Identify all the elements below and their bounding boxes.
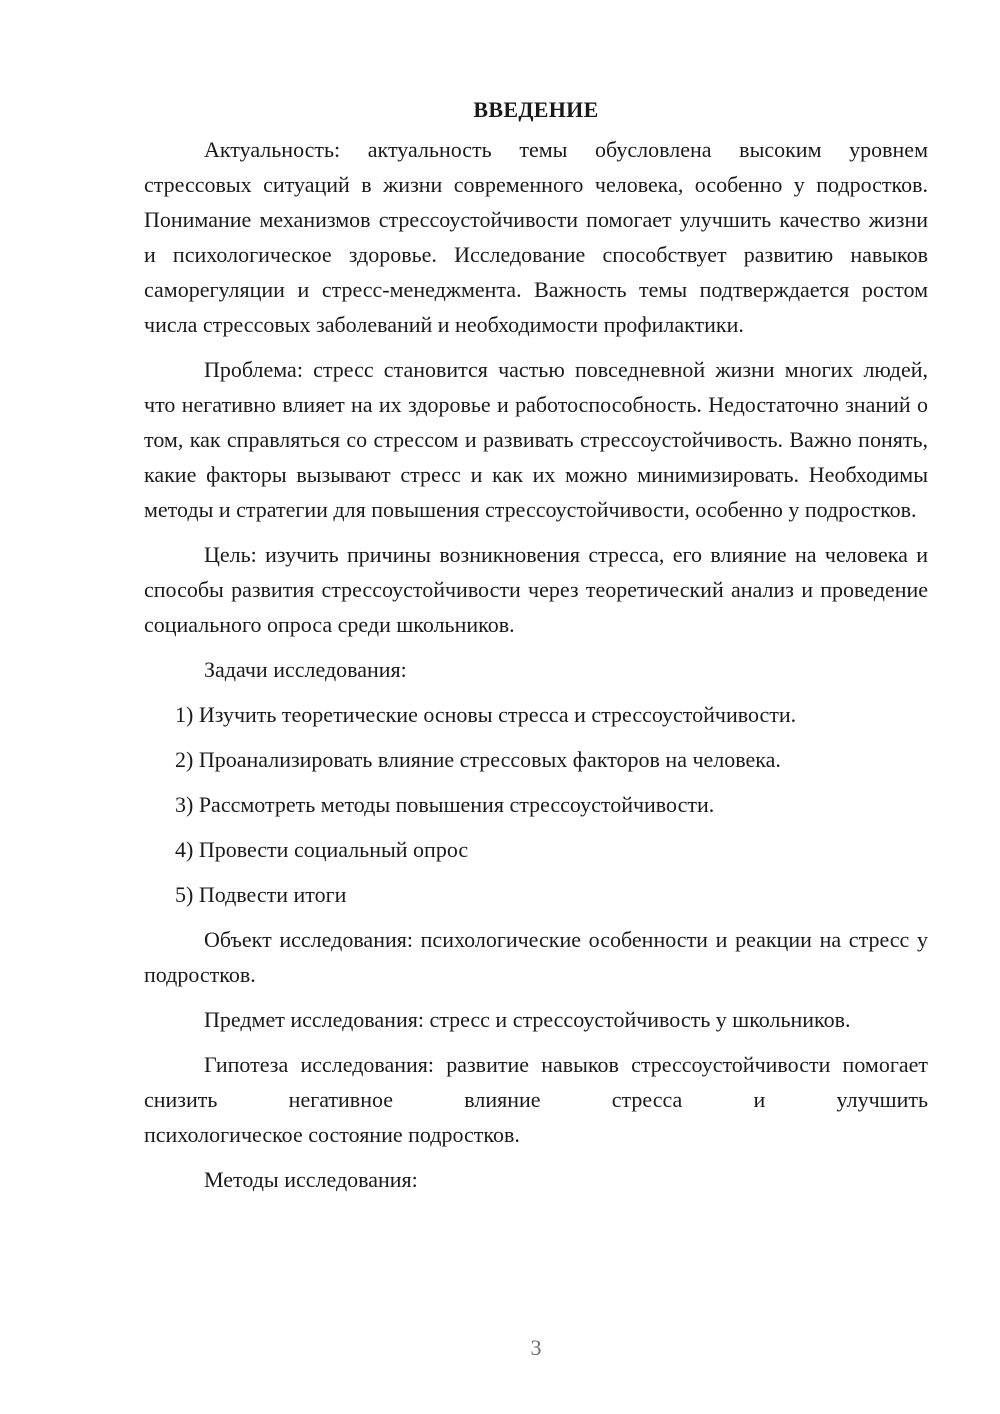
paragraph-subject: Предмет исследования: стресс и стрессоустойчивость у школьников. <box>204 1007 851 1032</box>
paragraph-object: Объект исследования: психологические особенности и реакции на стресс у подростков. <box>144 927 928 987</box>
paragraph-relevance: Актуальность: актуальность темы обусловлена высоким уровнем стрессовых ситуаций в жизни современного человека, особенно у подростков. Понимание механизмов стрессоустойчивости помогает улучшить качество жизни и психологическое здоровье. Исследование способствует развитию навыков саморегуляции и стресс-менеджмента. Важность темы подтверждается ростом числа стрессовых заболеваний и необходимости профилактики. <box>144 137 928 337</box>
section-title: ВВЕДЕНИЕ <box>473 97 599 122</box>
list-item: 5) Подвести итоги <box>175 882 347 907</box>
paragraph-hypothesis-part1: Гипотеза исследования: развитие навыков стрессоустойчивости помогает снизить негативное влияние стресса и улучшить <box>144 1052 928 1112</box>
list-item: 1) Изучить теоретические основы стресса и стрессоустойчивости. <box>175 702 797 727</box>
methods-heading: Методы исследования: <box>204 1167 418 1192</box>
list-item: 4) Провести социальный опрос <box>175 837 469 862</box>
list-item: 2) Проанализировать влияние стрессовых факторов на человека. <box>175 747 781 772</box>
paragraph-hypothesis-part2: психологическое состояние подростков. <box>144 1122 520 1147</box>
paragraph-goal: Цель: изучить причины возникновения стресса, его влияние на человека и способы развития стрессоустойчивости через теоретический анализ и проведение социального опроса среди школьников. <box>144 542 928 637</box>
tasks-list <box>144 697 928 912</box>
paragraph-problem: Проблема: стресс становится частью повседневной жизни многих людей, что негативно влияет на их здоровье и работоспособность. Недостаточно знаний о том, как справляться со стрессом и развивать стрессоустойчивость. Важно понять, какие факторы вызывают стресс и как их можно минимизировать. Необходимы методы и стратегии для повышения стрессоустойчивости, особенно у подростков. <box>144 357 928 522</box>
document-page <box>144 96 928 1207</box>
page-number: 3 <box>530 1335 542 1360</box>
list-item: 3) Рассмотреть методы повышения стрессоустойчивости. <box>175 792 715 817</box>
tasks-heading: Задачи исследования: <box>204 657 407 682</box>
